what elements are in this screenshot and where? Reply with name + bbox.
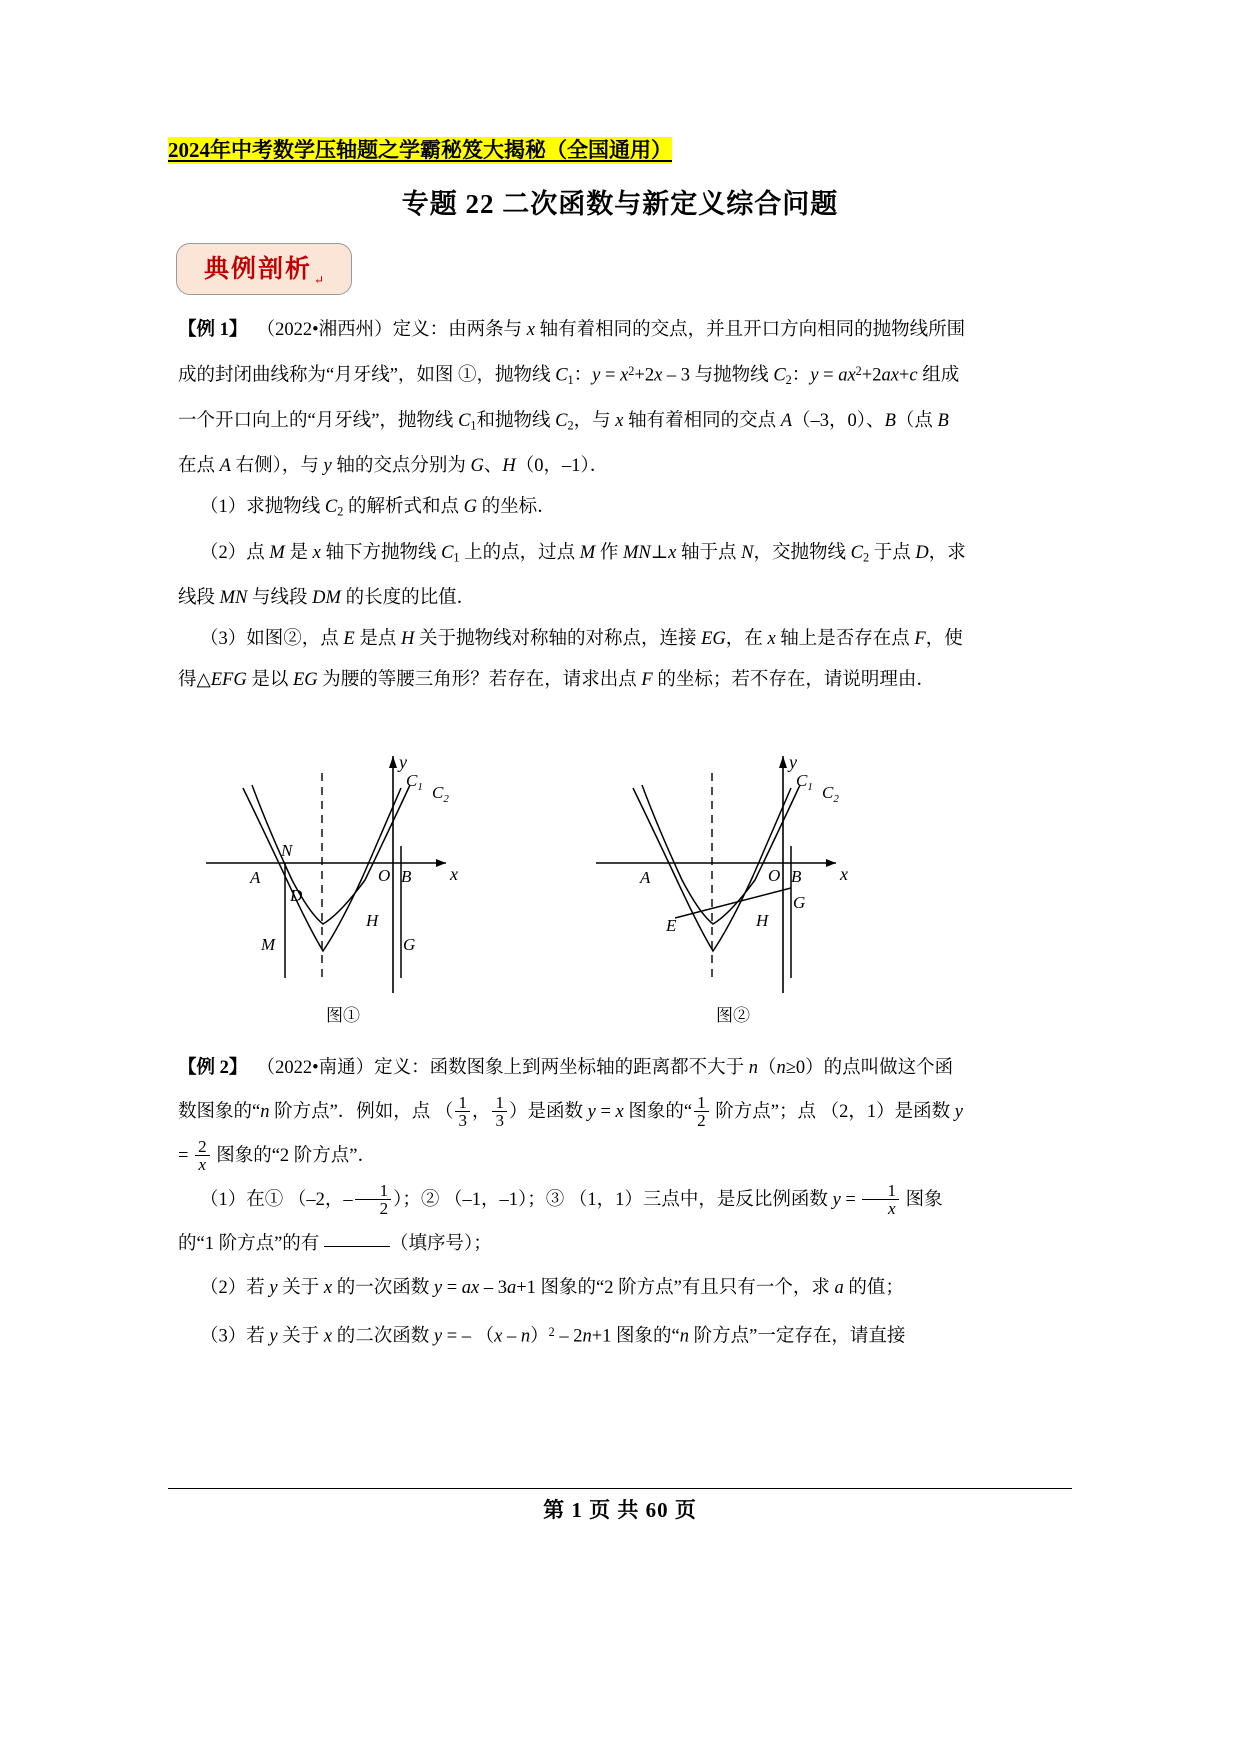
figure-1-point-M: M xyxy=(261,935,276,954)
figure-2-point-E: E xyxy=(666,916,677,935)
figure-1-x-label: x xyxy=(450,864,458,884)
page-footer xyxy=(0,1494,1240,1524)
fraction-one-over-x: $\frac{1}{x}$ xyxy=(862,1182,899,1219)
example1-block xyxy=(178,310,968,701)
figure-2-point-O: O xyxy=(768,866,781,885)
figure-1-point-A: A xyxy=(250,868,261,887)
example2-question-1: （1）在① （–2，– $\frac{1}{2}$ ）；② （–1，–1）；③ （1，1）三点中，是反比例函数 y = $\frac{1}{x}$ 图象的“1 阶方点”的有 （填序号）； xyxy=(178,1180,943,1254)
figure-1 xyxy=(188,728,498,1028)
fraction-one-third-b: $\frac{1}{3}$ xyxy=(492,1094,507,1131)
figure-2-point-A: A xyxy=(640,868,651,887)
example2-statement: 【例 2】 （2022•南通）定义：函数图象上到两坐标轴的距离都不大于 n（n≥0）的点叫做这个函数图象的“n 阶方点”．例如，点 （ $\frac{1}{3}$ ， $\frac{1}{3}$ ）是函数 y = x 图象的“ $\frac{1}{2}$ 阶方点”；点 （2，1）是函数 y = $\frac{2}{x}$ 图象的“2 阶方点”． xyxy=(178,1058,963,1175)
figure-1-svg xyxy=(188,728,498,1003)
figure-2-y-label: y xyxy=(789,752,797,772)
example1-tag: 【例 1】 xyxy=(178,320,248,340)
fraction-one-half: $\frac{1}{2}$ xyxy=(694,1094,709,1131)
example2-block xyxy=(178,1046,968,1358)
example1-source: （2022•湘西州） xyxy=(256,320,393,340)
figure-1-point-H: H xyxy=(366,911,379,930)
figure-2-point-G: G xyxy=(793,893,806,912)
figure-2-label-C2: $C_2$ xyxy=(822,783,839,805)
figure-1-label-C2: $C_2$ xyxy=(432,783,449,805)
figure-2-point-B: B xyxy=(791,867,802,886)
figure-1-y-label: y xyxy=(399,752,407,772)
figure-1-point-B: B xyxy=(401,867,412,886)
example1-statement: 【例 1】 （2022•湘西州）定义：由两条与 x 轴有着相同的交点，并且开口方向相同的抛物线所围成的封闭曲线称为“月牙线”，如图 ①，抛物线 $C_1$：$y = x^2+2x - 3$ 与抛物线 $C_2$：$y = ax^2+2ax+c$ 组成一个开口向上的“月牙线”，抛物线 $C_1$和抛物线 $C_2$，与 x 轴有着相同的交点 A（–3，0）、B（点 B 在点 A 右侧），与 y 轴的交点分别为 G、H（0，–1）． xyxy=(178,320,966,477)
fraction-two-over-x: $\frac{2}{x}$ xyxy=(195,1138,210,1175)
page-number: 第 1 页 共 60 页 xyxy=(543,1498,697,1522)
page-title: 专题 22 二次函数与新定义综合问题 xyxy=(401,189,839,219)
example1-question-3: （3）如图②，点 E 是点 H 关于抛物线对称轴的对称点，连接 EG，在 x 轴上是否存在点 F，使得△EFG 是以 EG 为腰的等腰三角形？若存在，请求出点 F 的坐标；若不存在，请说明理由． xyxy=(178,629,963,691)
figure-1-label-C1: $C_1$ xyxy=(406,771,423,793)
figure-1-point-N: N xyxy=(281,841,293,860)
figure-1-point-O: O xyxy=(378,866,391,885)
footer-divider xyxy=(168,1488,1072,1489)
example2-source: （2022•南通） xyxy=(256,1058,375,1078)
example2-tag: 【例 2】 xyxy=(178,1058,248,1078)
figure-pair xyxy=(178,728,968,1028)
figure-2-caption: 图② xyxy=(716,1006,750,1025)
figure-1-caption: 图① xyxy=(326,1006,360,1025)
figure-2-point-H: H xyxy=(756,911,769,930)
figure-2-x-label: x xyxy=(840,864,848,884)
example1-question-1: （1）求抛物线 $C_2$ 的解析式和点 G 的坐标． xyxy=(200,497,556,519)
pilcrow-icon: ↵ xyxy=(313,273,325,287)
answer-blank[interactable] xyxy=(324,1246,390,1247)
document-banner xyxy=(168,134,998,164)
fraction-one-third-a: $\frac{1}{3}$ xyxy=(455,1094,470,1131)
section-badge-label: 典例剖析 xyxy=(203,255,312,283)
example2-question-3: （3）若 y 关于 x 的二次函数 y = – （x – n）$^2$ – 2n+1 图象的“n 阶方点”一定存在，请直接 xyxy=(200,1325,906,1347)
fraction-one-half-q1: $\frac{1}{2}$ xyxy=(355,1182,392,1219)
figure-2-svg xyxy=(578,728,888,1003)
figure-2-label-C1: $C_1$ xyxy=(796,771,813,793)
section-badge-典例剖析 xyxy=(176,243,352,295)
figure-1-point-G: G xyxy=(403,935,416,954)
figure-1-point-D: D xyxy=(290,886,303,905)
banner-text: 2024年中考数学压轴题之学霸秘笈大揭秘（全国通用） xyxy=(168,138,672,162)
figure-2 xyxy=(578,728,888,1028)
example1-question-2: （2）点 M 是 x 轴下方抛物线 $C_1$ 上的点，过点 M 作 MN⊥x 轴于点 N，交抛物线 $C_2$ 于点 D，求线段 MN 与线段 DM 的长度的比值． xyxy=(178,542,966,609)
example2-question-2: （2）若 y 关于 x 的一次函数 y = ax – 3a+1 图象的“2 阶方点”有且只有一个，求 a 的值； xyxy=(200,1278,904,1298)
